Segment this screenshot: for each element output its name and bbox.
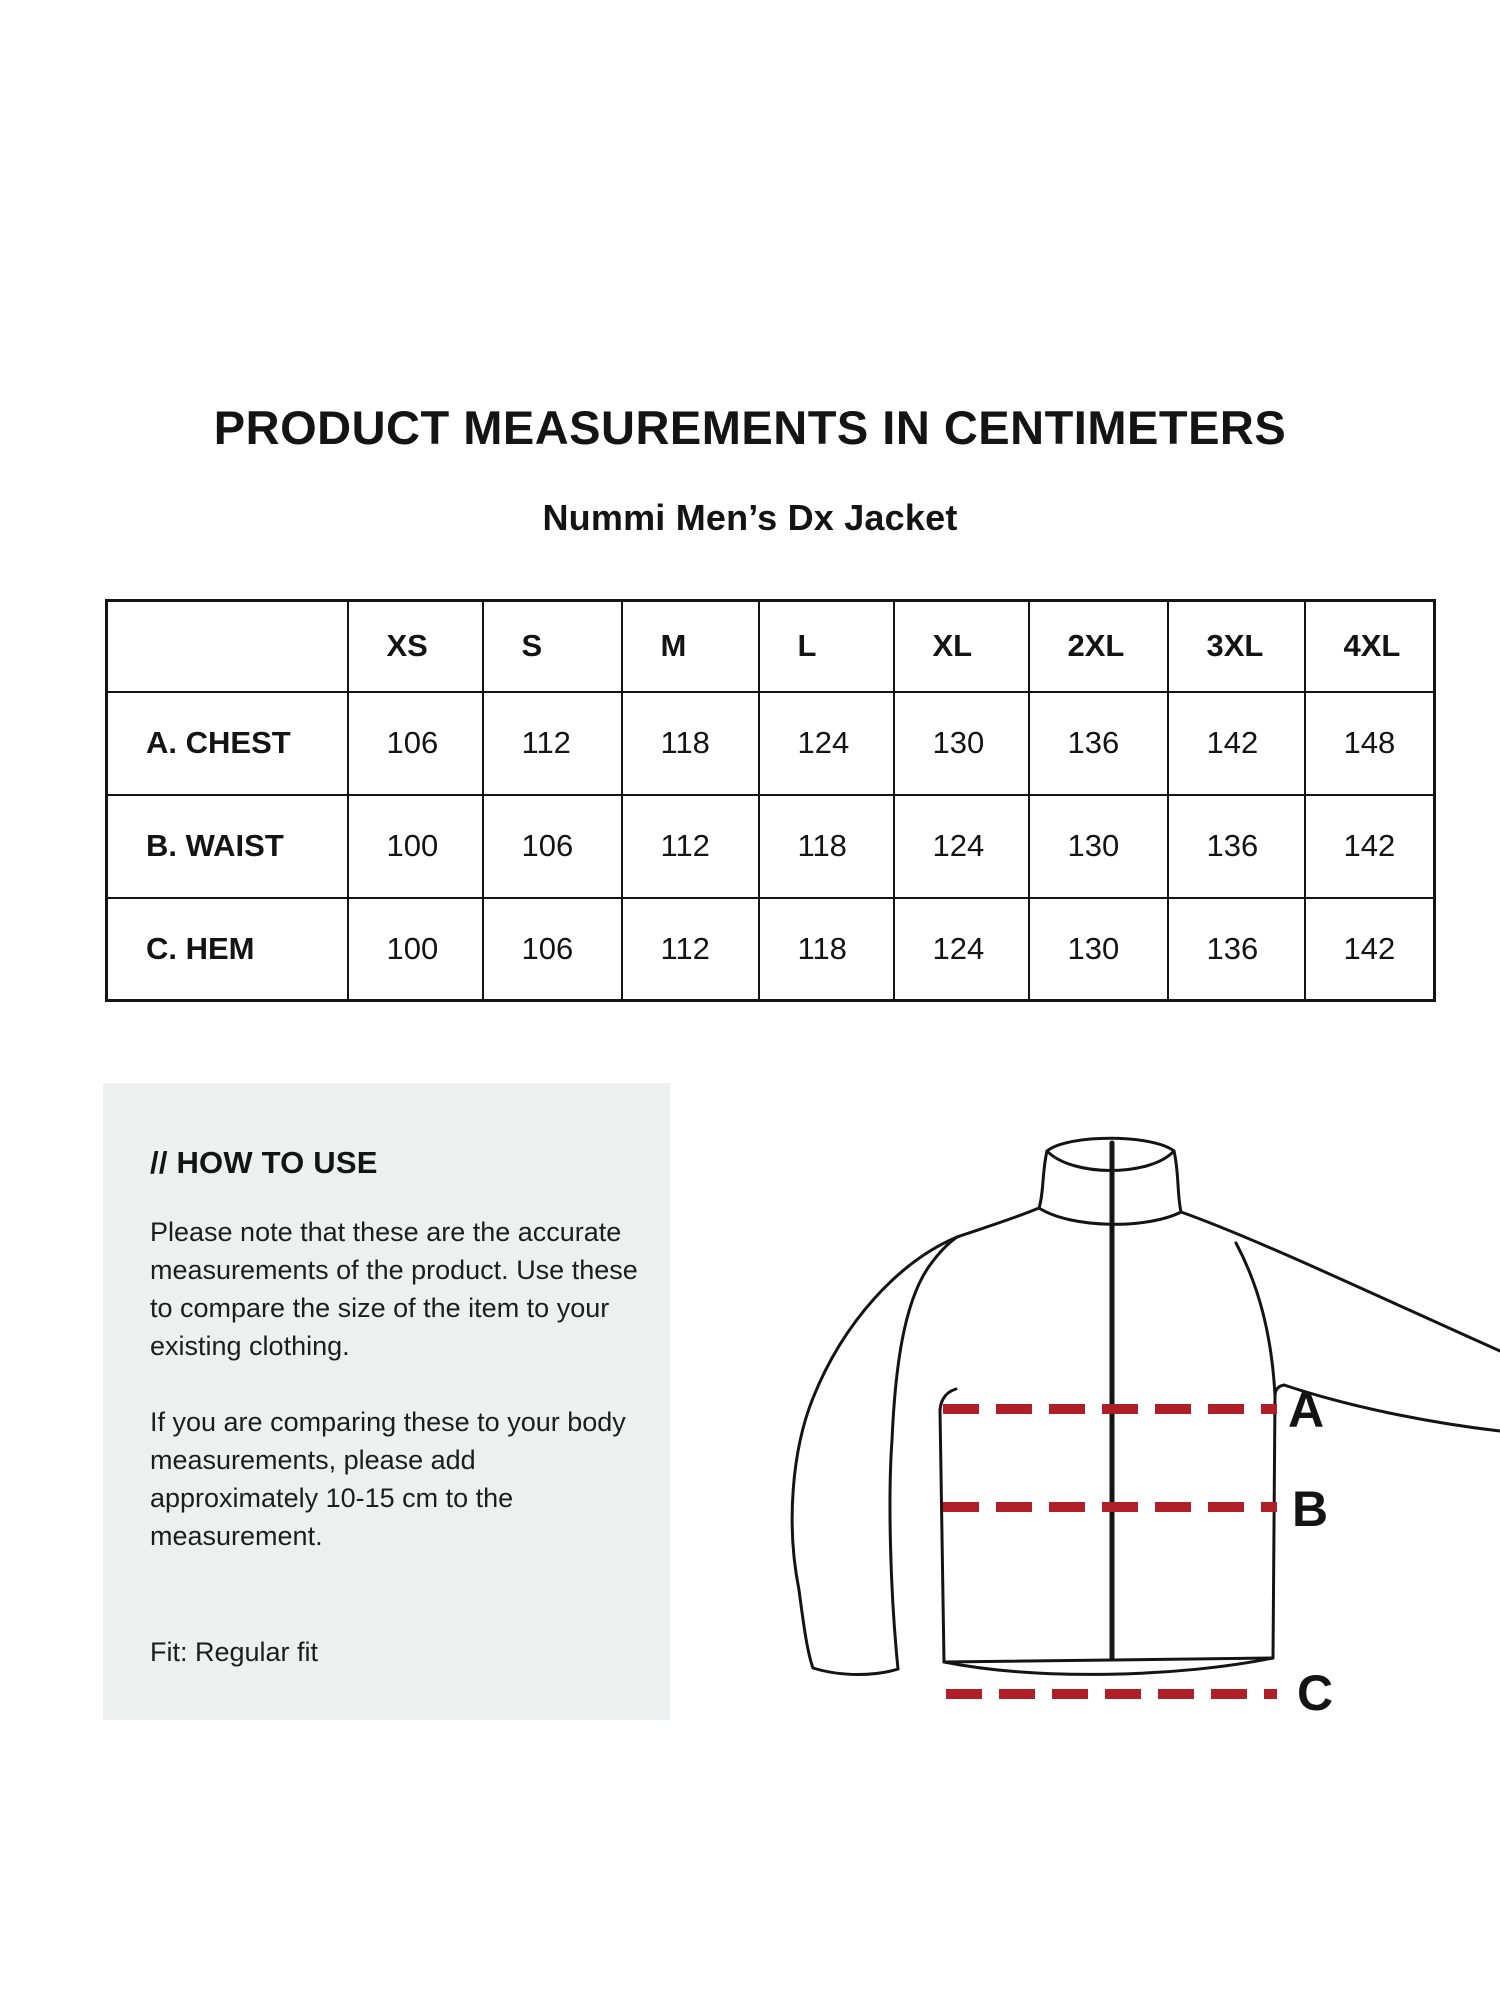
measurement-value: 142 [1305,795,1435,898]
measurement-value: 148 [1305,692,1435,795]
measurement-value: 136 [1168,795,1305,898]
size-table [105,599,1436,1002]
measurement-value: 100 [348,795,483,898]
size-header: 2XL [1029,601,1168,692]
measurement-value: 130 [1029,898,1168,1001]
table-row-hem [107,898,1435,1001]
jacket-measurement-diagram [570,1080,1500,1760]
measurement-value: 112 [483,692,622,795]
measurement-value: 124 [894,898,1029,1001]
measurement-value: 124 [759,692,894,795]
size-header: XL [894,601,1029,692]
jacket-outline-drawing [570,1080,1500,1760]
measurement-value: 106 [348,692,483,795]
size-header: 3XL [1168,601,1305,692]
measurement-value: 142 [1305,898,1435,1001]
row-label-hem: C. HEM [107,898,348,1001]
how-to-use-paragraph-1: Please note that these are the accurate measurements of the product. Use these to compare the size of the item to your existing clothing. [150,1217,638,1361]
measurement-value: 112 [622,795,759,898]
product-name: Nummi Men’s Dx Jacket [542,497,958,538]
size-table-header-row [107,601,1435,692]
how-to-use-paragraph-2: If you are comparing these to your body measurements, please add approximately 10-15 cm to the measurement. [150,1407,626,1551]
row-label-waist: B. WAIST [107,795,348,898]
measurement-value: 118 [759,898,894,1001]
size-header: XS [348,601,483,692]
size-header: M [622,601,759,692]
measurement-value: 136 [1168,898,1305,1001]
table-row-chest [107,692,1435,795]
measurement-value: 118 [622,692,759,795]
measurement-value: 112 [622,898,759,1001]
table-corner-cell [107,601,348,692]
hem-line-label: C [1297,1665,1334,1721]
measurement-value: 130 [894,692,1029,795]
size-header: 4XL [1305,601,1435,692]
measurement-value: 106 [483,898,622,1001]
chest-line-label: A [1288,1382,1325,1438]
measurement-value: 142 [1168,692,1305,795]
size-header: S [483,601,622,692]
size-header: L [759,601,894,692]
measurement-value: 118 [759,795,894,898]
measurement-value: 130 [1029,795,1168,898]
waist-line-label: B [1292,1481,1329,1537]
how-to-use-heading: // HOW TO USE [150,1145,378,1180]
measurement-value: 136 [1029,692,1168,795]
measurement-value: 124 [894,795,1029,898]
measurement-value: 100 [348,898,483,1001]
row-label-chest: A. CHEST [107,692,348,795]
page-title: PRODUCT MEASUREMENTS IN CENTIMETERS [213,401,1287,454]
measurement-value: 106 [483,795,622,898]
fit-note: Fit: Regular fit [150,1637,319,1667]
table-row-waist [107,795,1435,898]
